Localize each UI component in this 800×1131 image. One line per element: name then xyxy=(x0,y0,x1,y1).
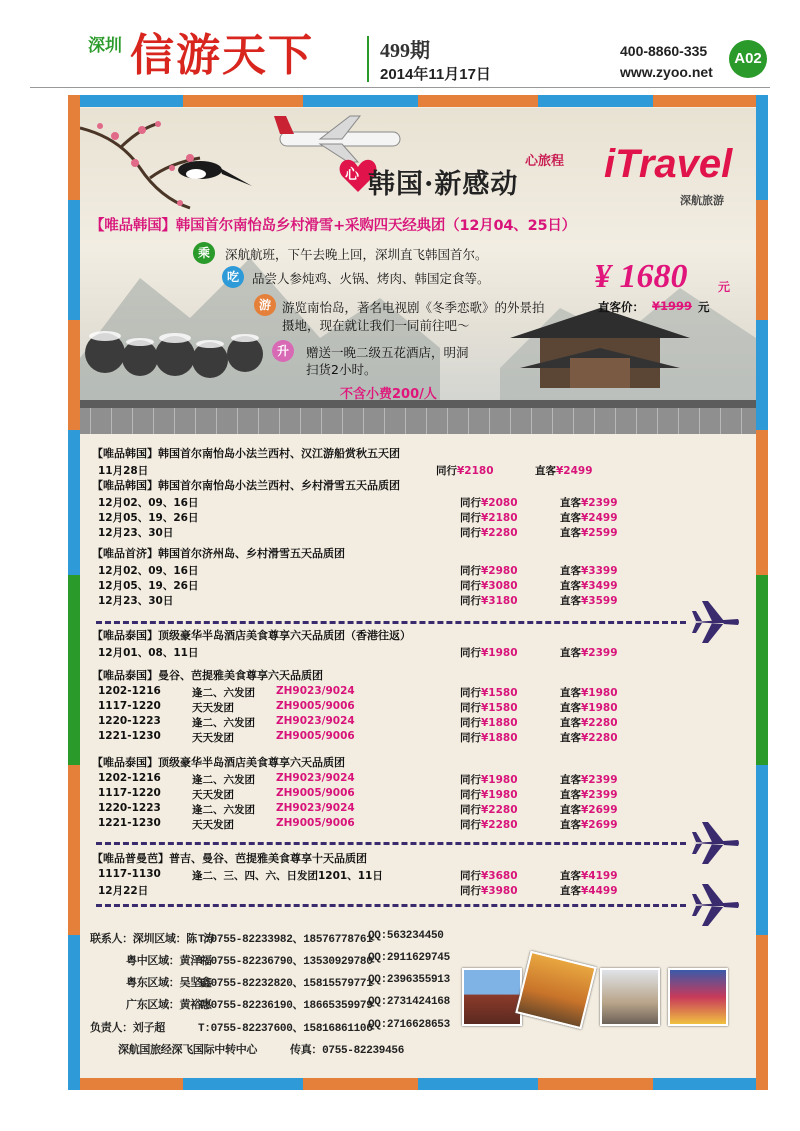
departure-date: 12月02、09、16日 xyxy=(98,497,199,509)
contact-qq: QQ:2911629745 xyxy=(368,952,450,964)
contact-phone: T:0755-82233982、18576778761 xyxy=(198,934,373,946)
schedule-row xyxy=(98,578,658,592)
direct-label: 直客 xyxy=(560,870,581,882)
peer-label: 同行 xyxy=(460,512,481,524)
direct-price: ¥1999 xyxy=(652,299,693,313)
direct-price-cell xyxy=(560,525,618,540)
route-category: 【唯品韩国】 xyxy=(92,447,158,460)
itravel-sub: 深航旅游 xyxy=(680,194,724,207)
page-code-badge: A02 xyxy=(729,40,767,78)
airplane-icon xyxy=(692,599,740,645)
direct-label: 直客 xyxy=(535,465,556,477)
tour-icon: 游 xyxy=(254,294,276,316)
flight-number: ZH9005/9006 xyxy=(276,700,355,712)
header-rule xyxy=(30,87,770,88)
departure-frequency: 逢二、六发团 xyxy=(192,717,255,729)
direct-price: ¥2399 xyxy=(581,774,618,786)
route-name: 普吉、曼谷、芭提雅美食尊享十天品质团 xyxy=(169,852,367,865)
direct-price-cell xyxy=(560,868,618,883)
contact-phone: T:0755-82236190、18665359979 xyxy=(198,1000,373,1012)
peer-label: 同行 xyxy=(460,595,481,607)
peer-price: ¥1880 xyxy=(481,717,518,729)
schedule-row xyxy=(98,510,658,524)
peer-price-cell xyxy=(460,772,518,787)
feature-upgrade: 赠送一晚二级五花酒店，明洞 xyxy=(306,345,469,360)
peer-price-cell xyxy=(460,817,518,832)
schedule-row xyxy=(98,817,658,831)
direct-label: 直客 xyxy=(560,497,581,509)
airplane-icon xyxy=(692,882,740,928)
peer-price-cell xyxy=(460,645,518,660)
departure-date: 12月23、30日 xyxy=(98,595,174,607)
peer-label: 同行 xyxy=(460,717,481,729)
departure-date: 12月05、19、26日 xyxy=(98,580,199,592)
peer-label: 同行 xyxy=(460,804,481,816)
schedule-row xyxy=(98,563,658,577)
peer-label: 同行 xyxy=(460,580,481,592)
peer-label: 同行 xyxy=(460,497,481,509)
peer-price: ¥3080 xyxy=(481,580,518,592)
flight-number: ZH9023/9024 xyxy=(276,772,355,784)
peer-price-cell xyxy=(460,730,518,745)
direct-price: ¥2699 xyxy=(581,804,618,816)
direct-label: 直客 xyxy=(560,804,581,816)
peer-label: 同行 xyxy=(460,687,481,699)
peer-price-cell xyxy=(460,715,518,730)
peer-price: ¥1580 xyxy=(481,702,518,714)
direct-label: 直客 xyxy=(560,819,581,831)
banner-slogan: 韩国·新感动 xyxy=(368,169,519,200)
direct-label: 直客 xyxy=(560,595,581,607)
direct-price-cell xyxy=(560,645,618,660)
route-title xyxy=(92,445,400,461)
direct-price-unit: 元 xyxy=(698,300,710,314)
direct-price: ¥2399 xyxy=(581,497,618,509)
flight-number: ZH9005/9006 xyxy=(276,730,355,742)
contact-qq: QQ:563234450 xyxy=(368,930,444,942)
direct-price-cell xyxy=(560,510,618,525)
route-title xyxy=(92,545,345,561)
schedule-row xyxy=(98,868,658,882)
contact-qq: QQ:2731424168 xyxy=(368,996,450,1008)
route-name: 顶级豪华半岛酒店美食尊享六天品质团（香港往返） xyxy=(158,629,411,642)
peer-price-cell xyxy=(460,787,518,802)
route-name: 顶级豪华半岛酒店美食尊享六天品质团 xyxy=(158,756,345,769)
peer-price: ¥2280 xyxy=(481,527,518,539)
flight-number: ZH9005/9006 xyxy=(276,817,355,829)
eat-icon: 吃 xyxy=(222,266,244,288)
flight-number: ZH9005/9006 xyxy=(276,787,355,799)
direct-price: ¥2399 xyxy=(581,647,618,659)
direct-price: ¥2499 xyxy=(556,465,593,477)
peer-label: 同行 xyxy=(460,732,481,744)
direct-label: 直客 xyxy=(560,702,581,714)
direct-price-cell xyxy=(560,730,618,745)
route-name: 韩国首尔南怡岛小法兰西村、乡村滑雪五天品质团 xyxy=(158,479,400,492)
peer-price: ¥1980 xyxy=(481,647,518,659)
schedule-row xyxy=(98,883,658,897)
palace-photo xyxy=(462,968,522,1026)
schedule-row xyxy=(98,802,658,816)
peer-price: ¥2180 xyxy=(481,512,518,524)
departure-date: 1221-1230 xyxy=(98,730,161,742)
direct-label: 直客 xyxy=(560,789,581,801)
peer-price: ¥2180 xyxy=(457,465,494,477)
schedule-row xyxy=(98,787,658,801)
direct-price-cell xyxy=(560,715,618,730)
direct-label: 直客 xyxy=(560,565,581,577)
route-title xyxy=(92,477,400,493)
direct-label: 直客 xyxy=(560,885,581,897)
header-city: 深圳 xyxy=(88,36,122,56)
direct-label: 直客 xyxy=(560,647,581,659)
departure-date: 1202-1216 xyxy=(98,685,161,697)
peer-label: 同行 xyxy=(460,870,481,882)
itravel-logo: iTravel xyxy=(604,142,733,186)
direct-price-cell xyxy=(560,700,618,715)
contact-label: 负责人：刘子超 xyxy=(90,1023,165,1035)
upgrade-icon: 升 xyxy=(272,340,294,362)
schedule-row xyxy=(98,525,658,539)
route-separator xyxy=(96,842,686,845)
schedule-row xyxy=(98,685,658,699)
feature-tour-line2: 摄地，现在就让我们一同前往吧～ xyxy=(282,318,470,333)
route-name: 韩国首尔南怡岛小法兰西村、汉江游船赏秋五天团 xyxy=(158,447,400,460)
departure-date: 12月01、08、11日 xyxy=(98,647,199,659)
direct-price: ¥2280 xyxy=(581,717,618,729)
direct-price-cell xyxy=(560,802,618,817)
peer-price-cell xyxy=(460,563,518,578)
header-divider xyxy=(367,36,369,82)
route-category: 【唯品泰国】 xyxy=(92,756,158,769)
peer-price-cell xyxy=(460,700,518,715)
banner-tag: 心旅程 xyxy=(525,154,565,169)
peer-price-cell xyxy=(436,463,494,478)
peer-price: ¥3180 xyxy=(481,595,518,607)
direct-price-cell xyxy=(560,787,618,802)
peer-price: ¥3680 xyxy=(481,870,518,882)
agency-name: 深航国旅经深飞国际中转中心 xyxy=(118,1045,258,1057)
peer-label: 同行 xyxy=(460,702,481,714)
frame-bottom-border xyxy=(68,1078,768,1090)
route-separator xyxy=(96,904,686,907)
route-title xyxy=(92,850,367,866)
departure-date: 1220-1223 xyxy=(98,715,161,727)
direct-price-cell xyxy=(535,463,593,478)
departure-frequency: 逢二、六发团 xyxy=(192,804,255,816)
direct-label: 直客 xyxy=(560,512,581,524)
direct-price: ¥3599 xyxy=(581,595,618,607)
flight-number: ZH9023/9024 xyxy=(276,715,355,727)
contact-qq: QQ:2396355913 xyxy=(368,974,450,986)
route-name: 曼谷、芭提雅美食尊享六天品质团 xyxy=(158,669,323,682)
feature-ride: 深航航班，下午去晚上回，深圳直飞韩国首尔。 xyxy=(225,247,488,262)
heart-label: 心 xyxy=(345,167,359,183)
shopping-street-photo xyxy=(668,968,728,1026)
contact-phone: T:0755-82236790、13530929780 xyxy=(198,956,373,968)
peer-price: ¥1980 xyxy=(481,774,518,786)
peer-price: ¥2980 xyxy=(481,565,518,577)
peer-price-cell xyxy=(460,685,518,700)
direct-price-cell xyxy=(560,578,618,593)
direct-price-cell xyxy=(560,495,618,510)
airplane-icon xyxy=(692,820,740,866)
schedule-row xyxy=(98,772,658,786)
peer-price: ¥3980 xyxy=(481,885,518,897)
departure-date: 12月05、19、26日 xyxy=(98,512,199,524)
peer-price: ¥2280 xyxy=(481,804,518,816)
peer-price-cell xyxy=(460,593,518,608)
fax-number: 传真：0755-82239456 xyxy=(290,1045,405,1057)
flight-number: ZH9023/9024 xyxy=(276,685,355,697)
route-name: 韩国首尔济州岛、乡村滑雪五天品质团 xyxy=(158,547,345,560)
route-category: 【唯品泰国】 xyxy=(92,669,158,682)
direct-label: 直客 xyxy=(560,774,581,786)
contact-qq: QQ:2716628653 xyxy=(368,1019,450,1031)
peer-price-cell xyxy=(460,495,518,510)
schedule-row xyxy=(98,730,658,744)
departure-frequency: 逢二、六发团 xyxy=(192,687,255,699)
departure-frequency: 天天发团 xyxy=(192,702,234,714)
direct-price: ¥2399 xyxy=(581,789,618,801)
direct-price: ¥1980 xyxy=(581,702,618,714)
peer-price: ¥2080 xyxy=(481,497,518,509)
contact-phone: T:0755-82237600、15816861106 xyxy=(198,1023,373,1035)
route-category: 【唯品首济】 xyxy=(92,547,158,560)
departure-frequency: 逢二、六发团 xyxy=(192,774,255,786)
frame-top-border xyxy=(68,95,768,107)
peer-price: ¥1580 xyxy=(481,687,518,699)
newspaper-logo: 信游天下 xyxy=(130,30,314,81)
departure-date: 1117-1130 xyxy=(98,868,161,880)
contact-label: 联系人：深圳区域：陈 涛 xyxy=(90,934,215,946)
contact-label: 粤东区域：吴坚鑫 xyxy=(126,978,212,990)
contact-label: 粤中区域：黄泽福 xyxy=(126,956,212,968)
departure-date: 1221-1230 xyxy=(98,817,161,829)
direct-price: ¥2599 xyxy=(581,527,618,539)
peer-label: 同行 xyxy=(436,465,457,477)
contact-label: 广东区域：黄裕惠 xyxy=(126,1000,212,1012)
peer-label: 同行 xyxy=(460,885,481,897)
direct-price: ¥2280 xyxy=(581,732,618,744)
direct-label: 直客 xyxy=(560,732,581,744)
featured-price-unit: 元 xyxy=(718,280,731,294)
featured-price: ¥ 1680 xyxy=(594,258,688,295)
direct-price-cell xyxy=(560,685,618,700)
direct-price-cell xyxy=(560,817,618,832)
departure-frequency: 天天发团 xyxy=(192,789,234,801)
peer-price-cell xyxy=(460,510,518,525)
direct-price-label: 直客价： xyxy=(598,300,644,314)
wall-strip xyxy=(80,400,756,434)
header-phone: 400-8860-335 xyxy=(620,43,708,59)
route-category: 【唯品普曼芭】 xyxy=(92,852,169,865)
feature-upgrade-line2: 扫货2小时。 xyxy=(306,362,377,377)
departure-date: 1202-1216 xyxy=(98,772,161,784)
route-category: 【唯品韩国】 xyxy=(92,479,158,492)
direct-label: 直客 xyxy=(560,527,581,539)
flight-number: ZH9023/9024 xyxy=(276,802,355,814)
direct-label: 直客 xyxy=(560,717,581,729)
direct-price-cell xyxy=(560,883,618,898)
peer-label: 同行 xyxy=(460,789,481,801)
peer-price: ¥1980 xyxy=(481,789,518,801)
departure-date: 11月28日 xyxy=(98,465,149,477)
header-website[interactable]: www.zyoo.net xyxy=(620,64,713,80)
direct-label: 直客 xyxy=(560,580,581,592)
departure-frequency: 天天发团 xyxy=(192,732,234,744)
peer-label: 同行 xyxy=(460,565,481,577)
feature-tour: 游览南怡岛，著名电视剧《冬季恋歌》的外景拍 xyxy=(282,300,545,315)
schedule-row xyxy=(98,463,658,477)
departure-frequency: 逢二、三、四、六、日发团1201、11日 xyxy=(192,870,383,882)
departure-date: 12月02、09、16日 xyxy=(98,565,199,577)
direct-price: ¥1980 xyxy=(581,687,618,699)
peer-price-cell xyxy=(460,883,518,898)
schedule-row xyxy=(98,715,658,729)
direct-price: ¥2699 xyxy=(581,819,618,831)
peer-price-cell xyxy=(460,802,518,817)
schedule-row xyxy=(98,700,658,714)
direct-price: ¥3399 xyxy=(581,565,618,577)
peer-label: 同行 xyxy=(460,819,481,831)
frame-left-border xyxy=(68,95,80,1090)
peer-label: 同行 xyxy=(460,774,481,786)
peer-label: 同行 xyxy=(460,647,481,659)
schedule-row xyxy=(98,593,658,607)
departure-frequency: 天天发团 xyxy=(192,819,234,831)
direct-price: ¥4499 xyxy=(581,885,618,897)
peer-price: ¥2280 xyxy=(481,819,518,831)
route-title xyxy=(92,627,411,643)
peer-label: 同行 xyxy=(460,527,481,539)
issue-number: 499期 xyxy=(380,40,430,62)
peer-price-cell xyxy=(460,578,518,593)
direct-price: ¥2499 xyxy=(581,512,618,524)
direct-price-cell xyxy=(560,772,618,787)
direct-price: ¥3499 xyxy=(581,580,618,592)
tip-note: 不含小费200/人 xyxy=(340,387,437,402)
direct-label: 直客 xyxy=(560,687,581,699)
route-separator xyxy=(96,621,686,624)
departure-date: 1117-1220 xyxy=(98,700,161,712)
peer-price-cell xyxy=(460,525,518,540)
route-category: 【唯品泰国】 xyxy=(92,629,158,642)
departure-date: 12月23、30日 xyxy=(98,527,174,539)
feature-eat: 品尝人参炖鸡、火锅、烤肉、韩国定食等。 xyxy=(252,271,490,286)
departure-date: 1117-1220 xyxy=(98,787,161,799)
issue-date: 2014年11月17日 xyxy=(380,66,491,83)
route-title xyxy=(92,667,323,683)
direct-price-cell xyxy=(560,593,618,608)
peer-price: ¥1880 xyxy=(481,732,518,744)
village-street-photo xyxy=(600,968,660,1026)
contact-phone: T:0755-82232820、15815579771 xyxy=(198,978,373,990)
departure-date: 1220-1223 xyxy=(98,802,161,814)
route-title xyxy=(92,754,345,770)
departure-date: 12月22日 xyxy=(98,885,149,897)
direct-price-cell xyxy=(560,563,618,578)
ride-icon: 乘 xyxy=(193,242,215,264)
schedule-row xyxy=(98,495,658,509)
peer-price-cell xyxy=(460,868,518,883)
direct-price: ¥4199 xyxy=(581,870,618,882)
frame-right-border xyxy=(756,95,768,1090)
schedule-row xyxy=(98,645,658,659)
featured-tour-title: 【唯品韩国】韩国首尔南怡岛乡村滑雪+采购四天经典团（12月04、25日） xyxy=(90,218,576,234)
